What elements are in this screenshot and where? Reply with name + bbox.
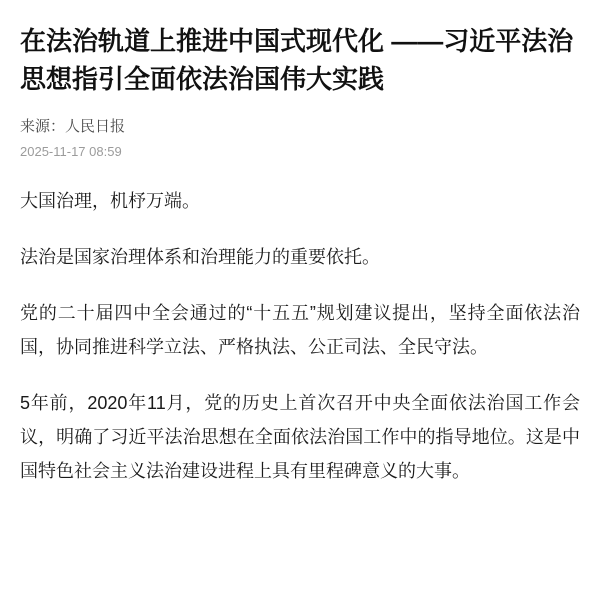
article-paragraph: 党的二十届四中全会通过的“十五五”规划建议提出，坚持全面依法治国，协同推进科学立法、严格执法、公正司法、全民守法。 [20, 303, 580, 357]
article-paragraph: 5年前，2020年11月，党的历史上首次召开中央全面依法治国工作会议，明确了习近平法治思想在全面依法治国工作中的指导地位。这是中国特色社会主义法治建设进程上具有里程碑意义的大事。 [20, 393, 580, 481]
page-title: 在法治轨道上推进中国式现代化 ——习近平法治思想指引全面依法治国伟大实践 [20, 26, 574, 94]
article-source: 来源：人民日报 [20, 118, 126, 135]
article-timestamp: 2025-11-17 08:59 [20, 144, 122, 159]
article-body [20, 184, 580, 488]
article-meta [20, 116, 580, 162]
article-paragraph: 大国治理，机杼万端。 [20, 191, 200, 211]
article-paragraph: 法治是国家治理体系和治理能力的重要依托。 [20, 247, 380, 267]
